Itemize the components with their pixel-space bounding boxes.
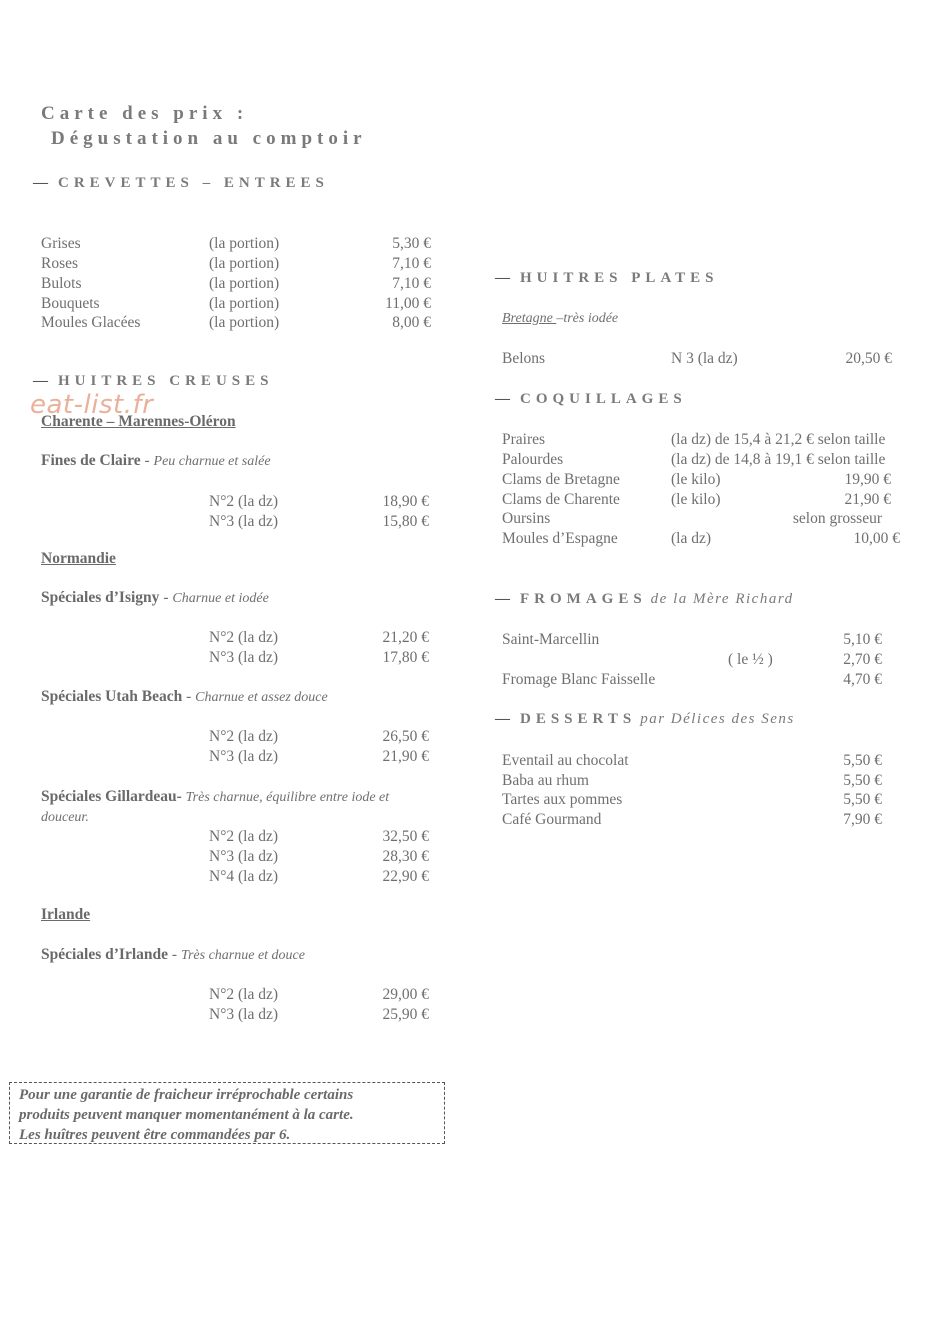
- price-row: N°2 (la dz) 32,50 €: [209, 828, 429, 845]
- list-item: Praires (la dz) de 15,4 à 21,2 € selon taille: [502, 431, 886, 448]
- list-item: Moules Glacées (la portion) 8,00 €: [41, 314, 431, 331]
- section-crevettes-heading: — CREVETTES – ENTREES: [33, 175, 329, 191]
- price-row: N°2 (la dz) 29,00 €: [209, 986, 429, 1003]
- list-item: Clams de Charente (le kilo) 21,90 €: [502, 491, 891, 508]
- list-item: Belons N 3 (la dz) 20,50 €: [502, 350, 892, 367]
- price-row: N°2 (la dz) 26,50 €: [209, 728, 429, 745]
- section-dash: —: [495, 711, 510, 727]
- price-row: N°2 (la dz) 18,90 €: [209, 493, 429, 510]
- list-item: Oursins selon grosseur: [502, 510, 882, 527]
- section-dash: —: [33, 373, 48, 389]
- variety-gillardeau: Spéciales Gillardeau- Très charnue, équilibre entre iode et: [41, 788, 390, 805]
- price-row: N°3 (la dz) 21,90 €: [209, 748, 429, 765]
- section-huitres-creuses-heading: — HUITRES CREUSES: [33, 373, 274, 389]
- list-item: Fromage Blanc Faisselle 4,70 €: [502, 671, 882, 688]
- section-dash: —: [495, 591, 510, 607]
- list-item: Roses (la portion) 7,10 €: [41, 255, 431, 272]
- section-coquillages-heading: — COQUILLAGES: [495, 391, 687, 407]
- section-dash: —: [33, 175, 48, 191]
- list-item: Café Gourmand 7,90 €: [502, 811, 882, 828]
- variety-irlande: Spéciales d’Irlande - Très charnue et douce: [41, 946, 305, 963]
- price-row: N°4 (la dz) 22,90 €: [209, 868, 429, 885]
- origin-bretagne: Bretagne –très iodée: [502, 311, 619, 326]
- region-charente: Charente – Marennes-Oléron: [41, 413, 236, 430]
- variety-utah-beach: Spéciales Utah Beach - Charnue et assez douce: [41, 688, 328, 705]
- watermark-logo: eat-list.fr: [30, 390, 154, 420]
- list-item: Baba au rhum 5,50 €: [502, 772, 882, 789]
- region-normandie: Normandie: [41, 550, 116, 567]
- section-huitres-plates-heading: — HUITRES PLATES: [495, 270, 719, 286]
- list-item: Bulots (la portion) 7,10 €: [41, 275, 431, 292]
- variety-gillardeau-desc-cont: douceur.: [41, 810, 89, 825]
- freshness-note: Pour une garantie de fraicheur irréprochable certains produits peuvent manquer momentanément à la carte. Les huîtres peuvent être commandées par 6.: [9, 1082, 445, 1144]
- section-dash: —: [495, 270, 510, 286]
- page-subtitle: Dégustation au comptoir: [51, 128, 367, 149]
- list-item: Eventail au chocolat 5,50 €: [502, 752, 882, 769]
- region-irlande: Irlande: [41, 906, 91, 923]
- list-item: Palourdes (la dz) de 14,8 à 19,1 € selon taille: [502, 451, 886, 468]
- list-item: Bouquets (la portion) 11,00 €: [41, 295, 431, 312]
- price-row: N°3 (la dz) 15,80 €: [209, 513, 429, 530]
- price-row: N°3 (la dz) 17,80 €: [209, 649, 429, 666]
- section-fromages-heading: — FROMAGES de la Mère Richard: [495, 591, 794, 607]
- list-item: ( le ½ ) 2,70 €: [728, 651, 882, 668]
- list-item: Tartes aux pommes 5,50 €: [502, 791, 882, 808]
- list-item: Moules d’Espagne (la dz) 10,00 €: [502, 530, 900, 547]
- list-item: Clams de Bretagne (le kilo) 19,90 €: [502, 471, 891, 488]
- price-row: N°2 (la dz) 21,20 €: [209, 629, 429, 646]
- variety-fines-de-claire: Fines de Claire - Peu charnue et salée: [41, 452, 271, 469]
- section-desserts-heading: — DESSERTS par Délices des Sens: [495, 711, 795, 727]
- list-item: Saint-Marcellin 5,10 €: [502, 631, 882, 648]
- price-row: N°3 (la dz) 25,90 €: [209, 1006, 429, 1023]
- variety-isigny: Spéciales d’Isigny - Charnue et iodée: [41, 589, 269, 606]
- section-dash: —: [495, 391, 510, 407]
- list-item: Grises (la portion) 5,30 €: [41, 235, 431, 252]
- price-row: N°3 (la dz) 28,30 €: [209, 848, 429, 865]
- page-title: Carte des prix :: [41, 103, 249, 124]
